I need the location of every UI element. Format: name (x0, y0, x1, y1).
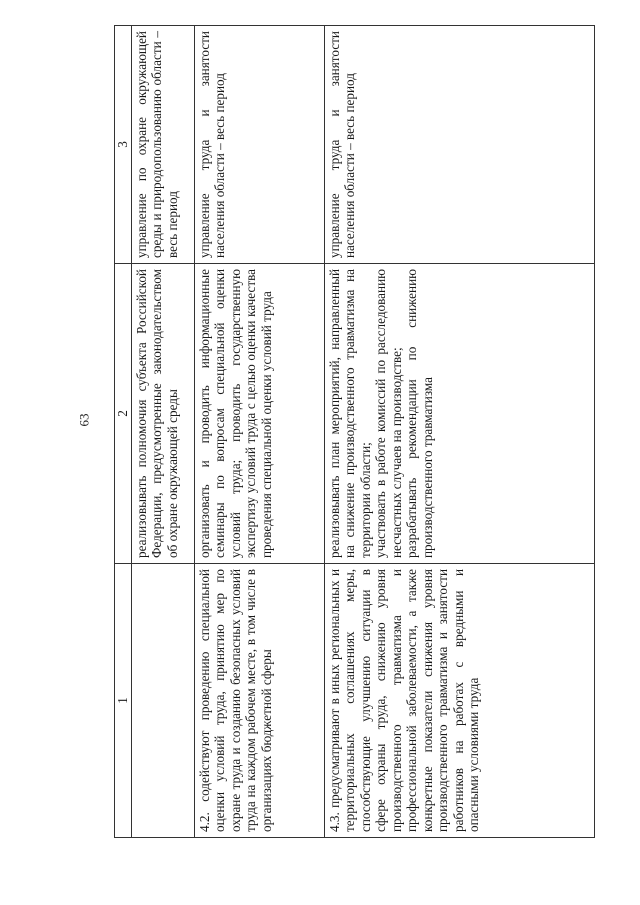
table-header-row (115, 26, 132, 838)
page-number: 63 (76, 413, 92, 427)
column-header-3: 3 (115, 26, 132, 264)
measures-table (114, 25, 595, 838)
table-row (194, 26, 324, 838)
table-cell-responsible: управление по охране окружающей среды и природопользованию области – весь период (131, 26, 194, 264)
table-row (324, 26, 594, 838)
column-header-2: 2 (115, 264, 132, 564)
table-cell-action: организовать и проводить информационные семинары по вопросам специальной оценки условий труда; проводить государственную экспертизу условий труда с целью оценки качества проведения специальной оценки условий труда (194, 264, 324, 564)
table-cell-responsible: управление труда и занятости населения области – весь период (324, 26, 594, 264)
column-header-1: 1 (115, 564, 132, 838)
table-row (131, 26, 194, 838)
table-cell-responsible: управление труда и занятости населения области – весь период (194, 26, 324, 264)
table-cell-measure: 4.3. предусматривают в иных региональных и территориальных соглашениях меры, способствующие улучшению ситуации в сфере охраны труда, снижению уровня производственного травматизма и профессиональной заболеваемости, а также конкретные показатели снижения уровня производственного травматизма и занятости работников на работах с вредными и опасными условиями труда (324, 564, 594, 838)
table-cell-measure: 4.2. содействуют проведению специальной оценки условий труда, принятию мер по охране труда и созданию безопасных условий труда на каждом рабочем месте, в том числе в организациях бюджетной сферы (194, 564, 324, 838)
table-cell-action: реализовывать план мероприятий, направленный на снижение производственного травматизма на территории области; участвовать в работе комиссий по расследованию несчастных случаев на производстве; разрабатывать рекомендации по снижению производственного травматизма (324, 264, 594, 564)
table-cell-measure (131, 564, 194, 838)
table-cell-action: реализовывать полномочия субъекта Российской Федерации, предусмотренные законодательством об охране окружающей среды (131, 264, 194, 564)
document-table-container (114, 26, 582, 838)
